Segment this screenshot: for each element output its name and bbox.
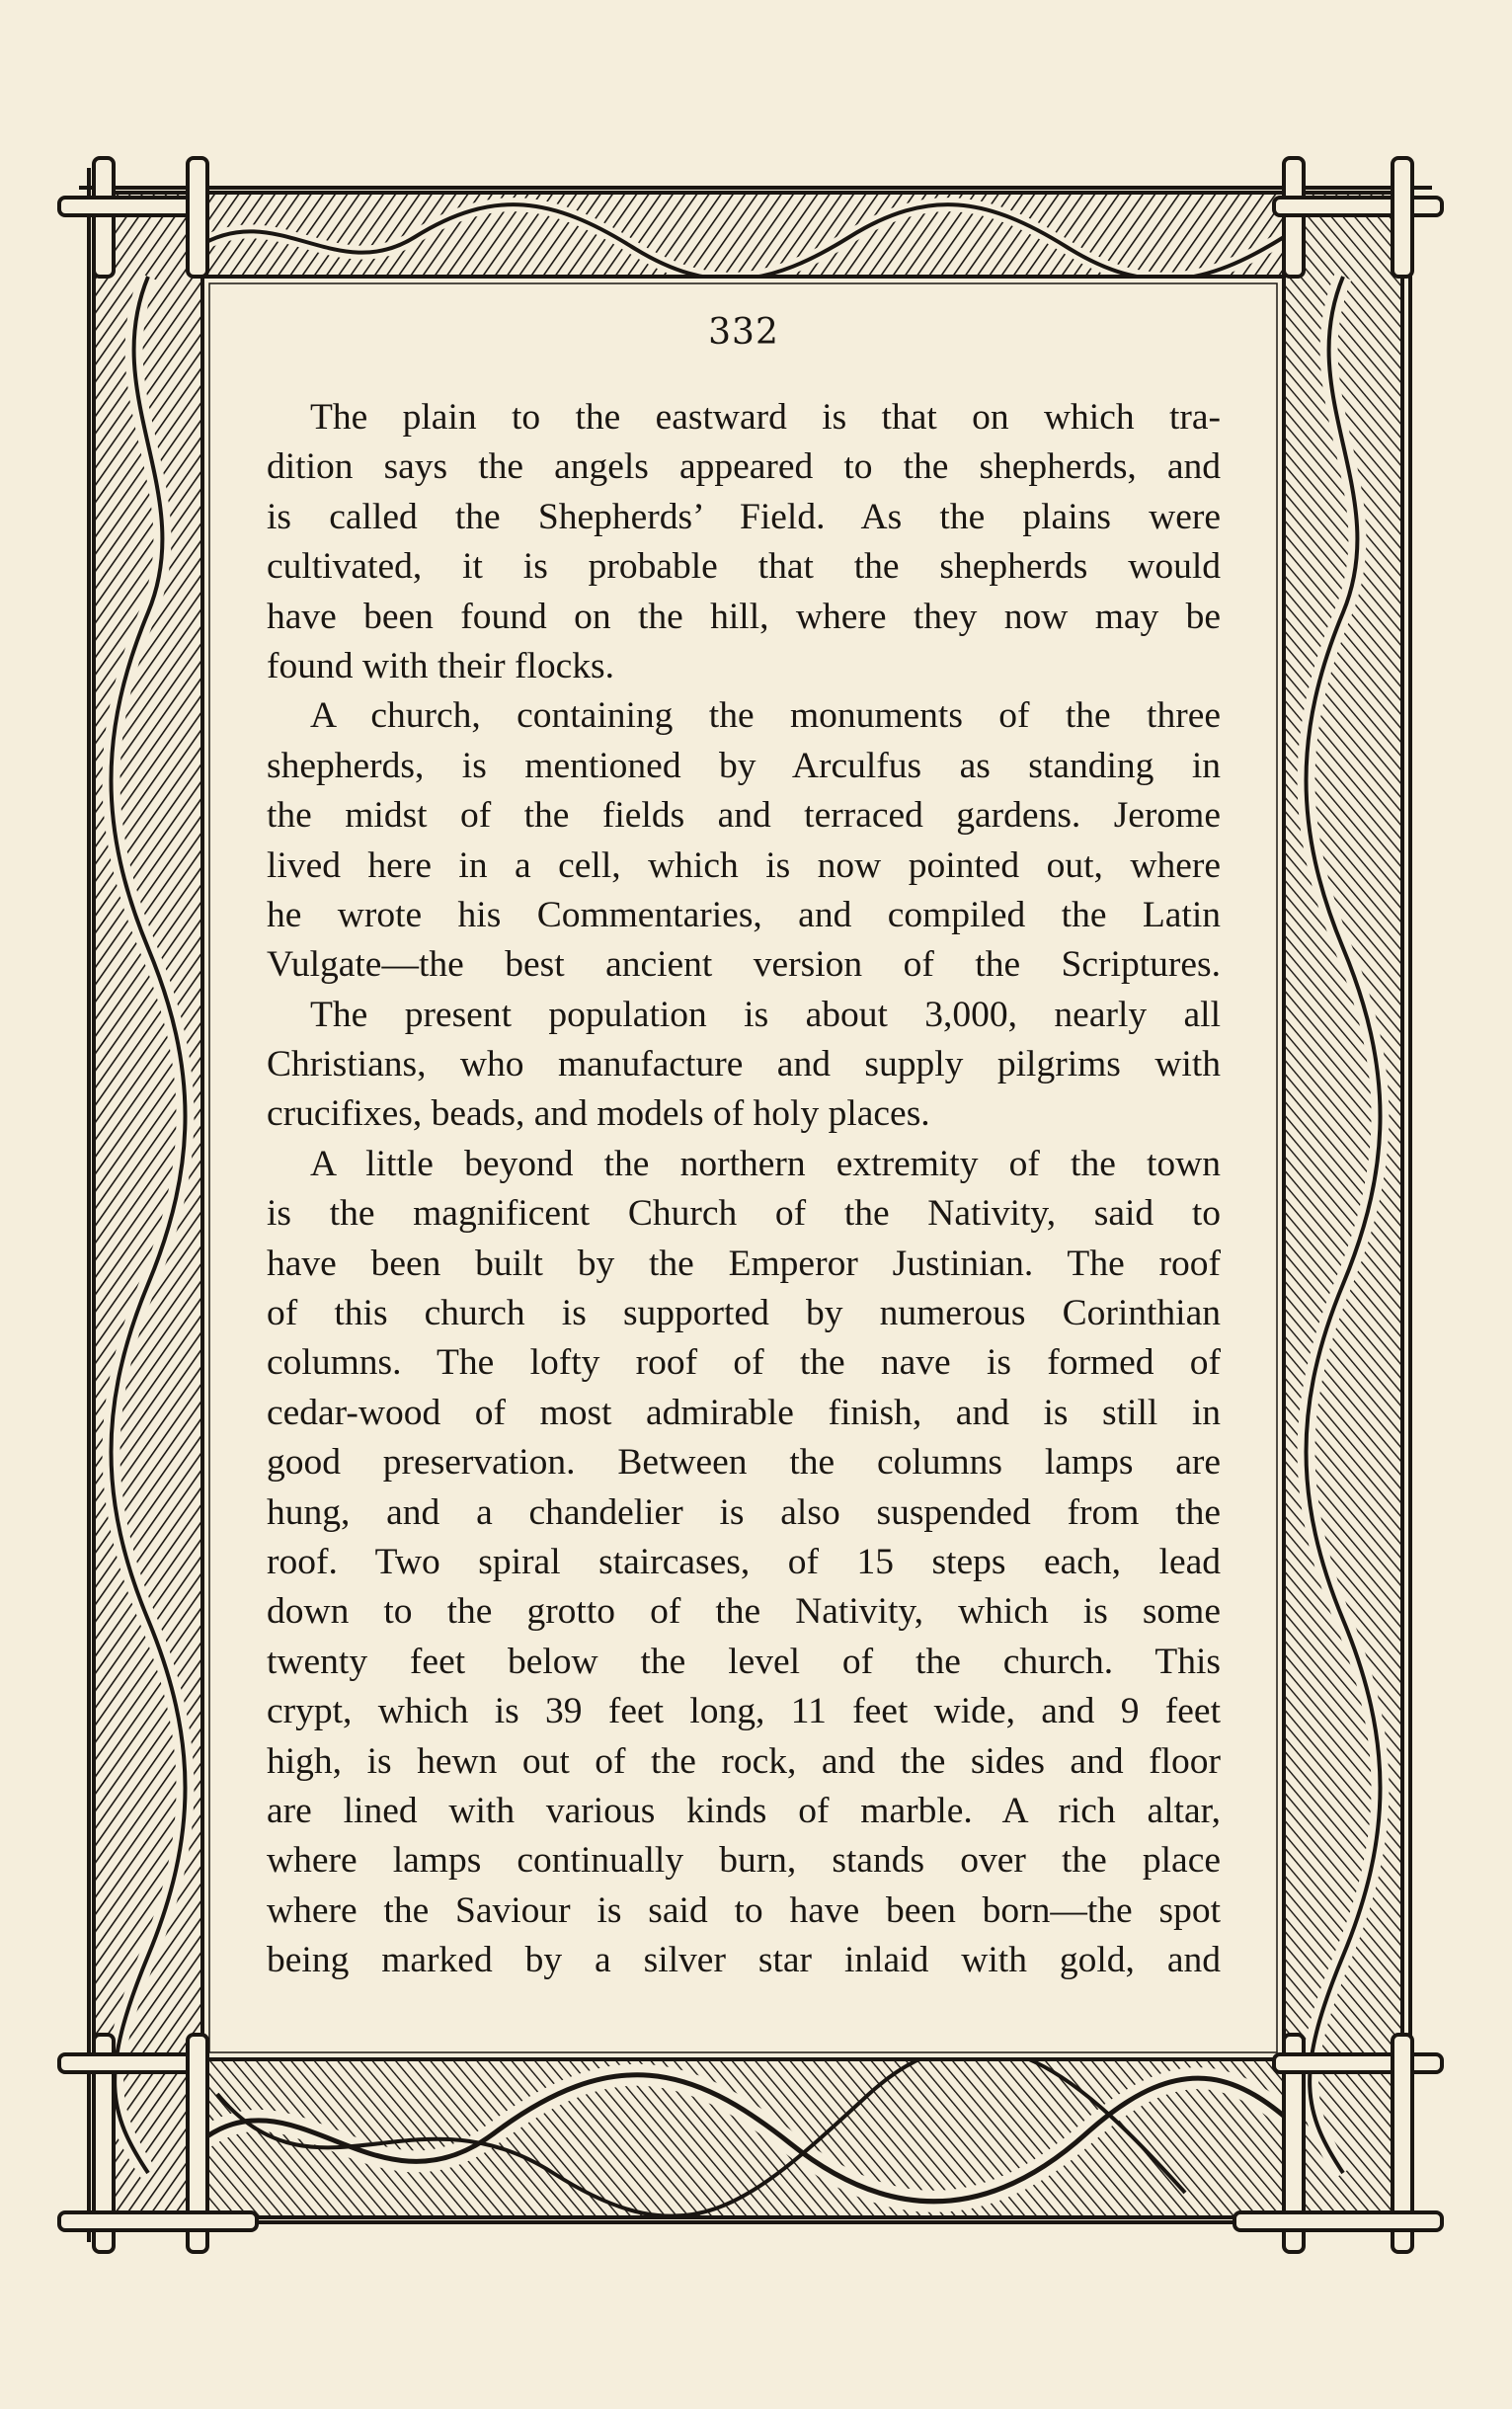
text-line: down to the grotto of the Nativity, which is some (267, 1591, 1221, 1633)
top-border-band (148, 193, 1363, 280)
text-line: The present population is about 3,000, nearly all (310, 994, 1221, 1035)
text-line: hung, and a chandelier is also suspended from the (267, 1491, 1221, 1533)
text-block (267, 312, 1221, 2031)
text-line: lived here in a cell, which is now pointed out, where (267, 844, 1221, 886)
text-line: the midst of the fields and terraced gardens. Jerome (267, 795, 1221, 837)
bottom-border-band (148, 2047, 1363, 2217)
text-line: good preservation. Between the columns lamps are (267, 1442, 1221, 1484)
text-line: is called the Shepherds’ Field. As the plains were (267, 496, 1221, 537)
right-border-column (1284, 193, 1402, 2217)
left-border-column (94, 193, 202, 2217)
text-line: being marked by a silver star inlaid with gold, and (267, 1940, 1221, 1981)
text-line: have been found on the hill, where they now may be (267, 596, 1221, 637)
text-line: columns. The lofty roof of the nave is formed of (267, 1342, 1221, 1384)
text-line: shepherds, is mentioned by Arculfus as standing in (267, 745, 1221, 786)
text-line: where lamps continually burn, stands over the place (267, 1840, 1221, 1882)
text-line: roof. Two spiral staircases, of 15 steps each, lead (267, 1541, 1221, 1582)
text-line: A little beyond the northern extremity of the town (310, 1143, 1221, 1184)
text-line: where the Saviour is said to have been born—the spot (267, 1889, 1221, 1931)
text-line: The plain to the eastward is that on which tra- (310, 397, 1221, 438)
text-line: crucifixes, beads, and models of holy places. (267, 1093, 930, 1135)
text-line: are lined with various kinds of marble. A rich altar, (267, 1790, 1221, 1831)
text-line: cultivated, it is probable that the shepherds would (267, 546, 1221, 588)
text-line: found with their flocks. (267, 645, 615, 686)
text-line: have been built by the Emperor Justinian. The roof (267, 1243, 1221, 1284)
text-line: is the magnificent Church of the Nativity, said to (267, 1193, 1221, 1235)
text-line: Vulgate—the best ancient version of the Scriptures. (267, 944, 1221, 986)
text-line: twenty feet below the level of the church. This (267, 1641, 1221, 1682)
page-number: 332 (708, 312, 779, 353)
text-line: Christians, who manufacture and supply pilgrims with (267, 1044, 1221, 1085)
text-line: dition says the angels appeared to the shepherds, and (267, 446, 1221, 488)
text-line: he wrote his Commentaries, and compiled the Latin (267, 894, 1221, 935)
text-line: high, is hewn out of the rock, and the sides and floor (267, 1740, 1221, 1782)
text-line: A church, containing the monuments of the three (310, 695, 1221, 737)
body-paragraphs (267, 393, 1221, 1986)
text-line: crypt, which is 39 feet long, 11 feet wide, and 9 feet (267, 1691, 1221, 1732)
text-line: cedar-wood of most admirable finish, and is still in (267, 1392, 1221, 1433)
text-line: of this church is supported by numerous Corinthian (267, 1293, 1221, 1334)
